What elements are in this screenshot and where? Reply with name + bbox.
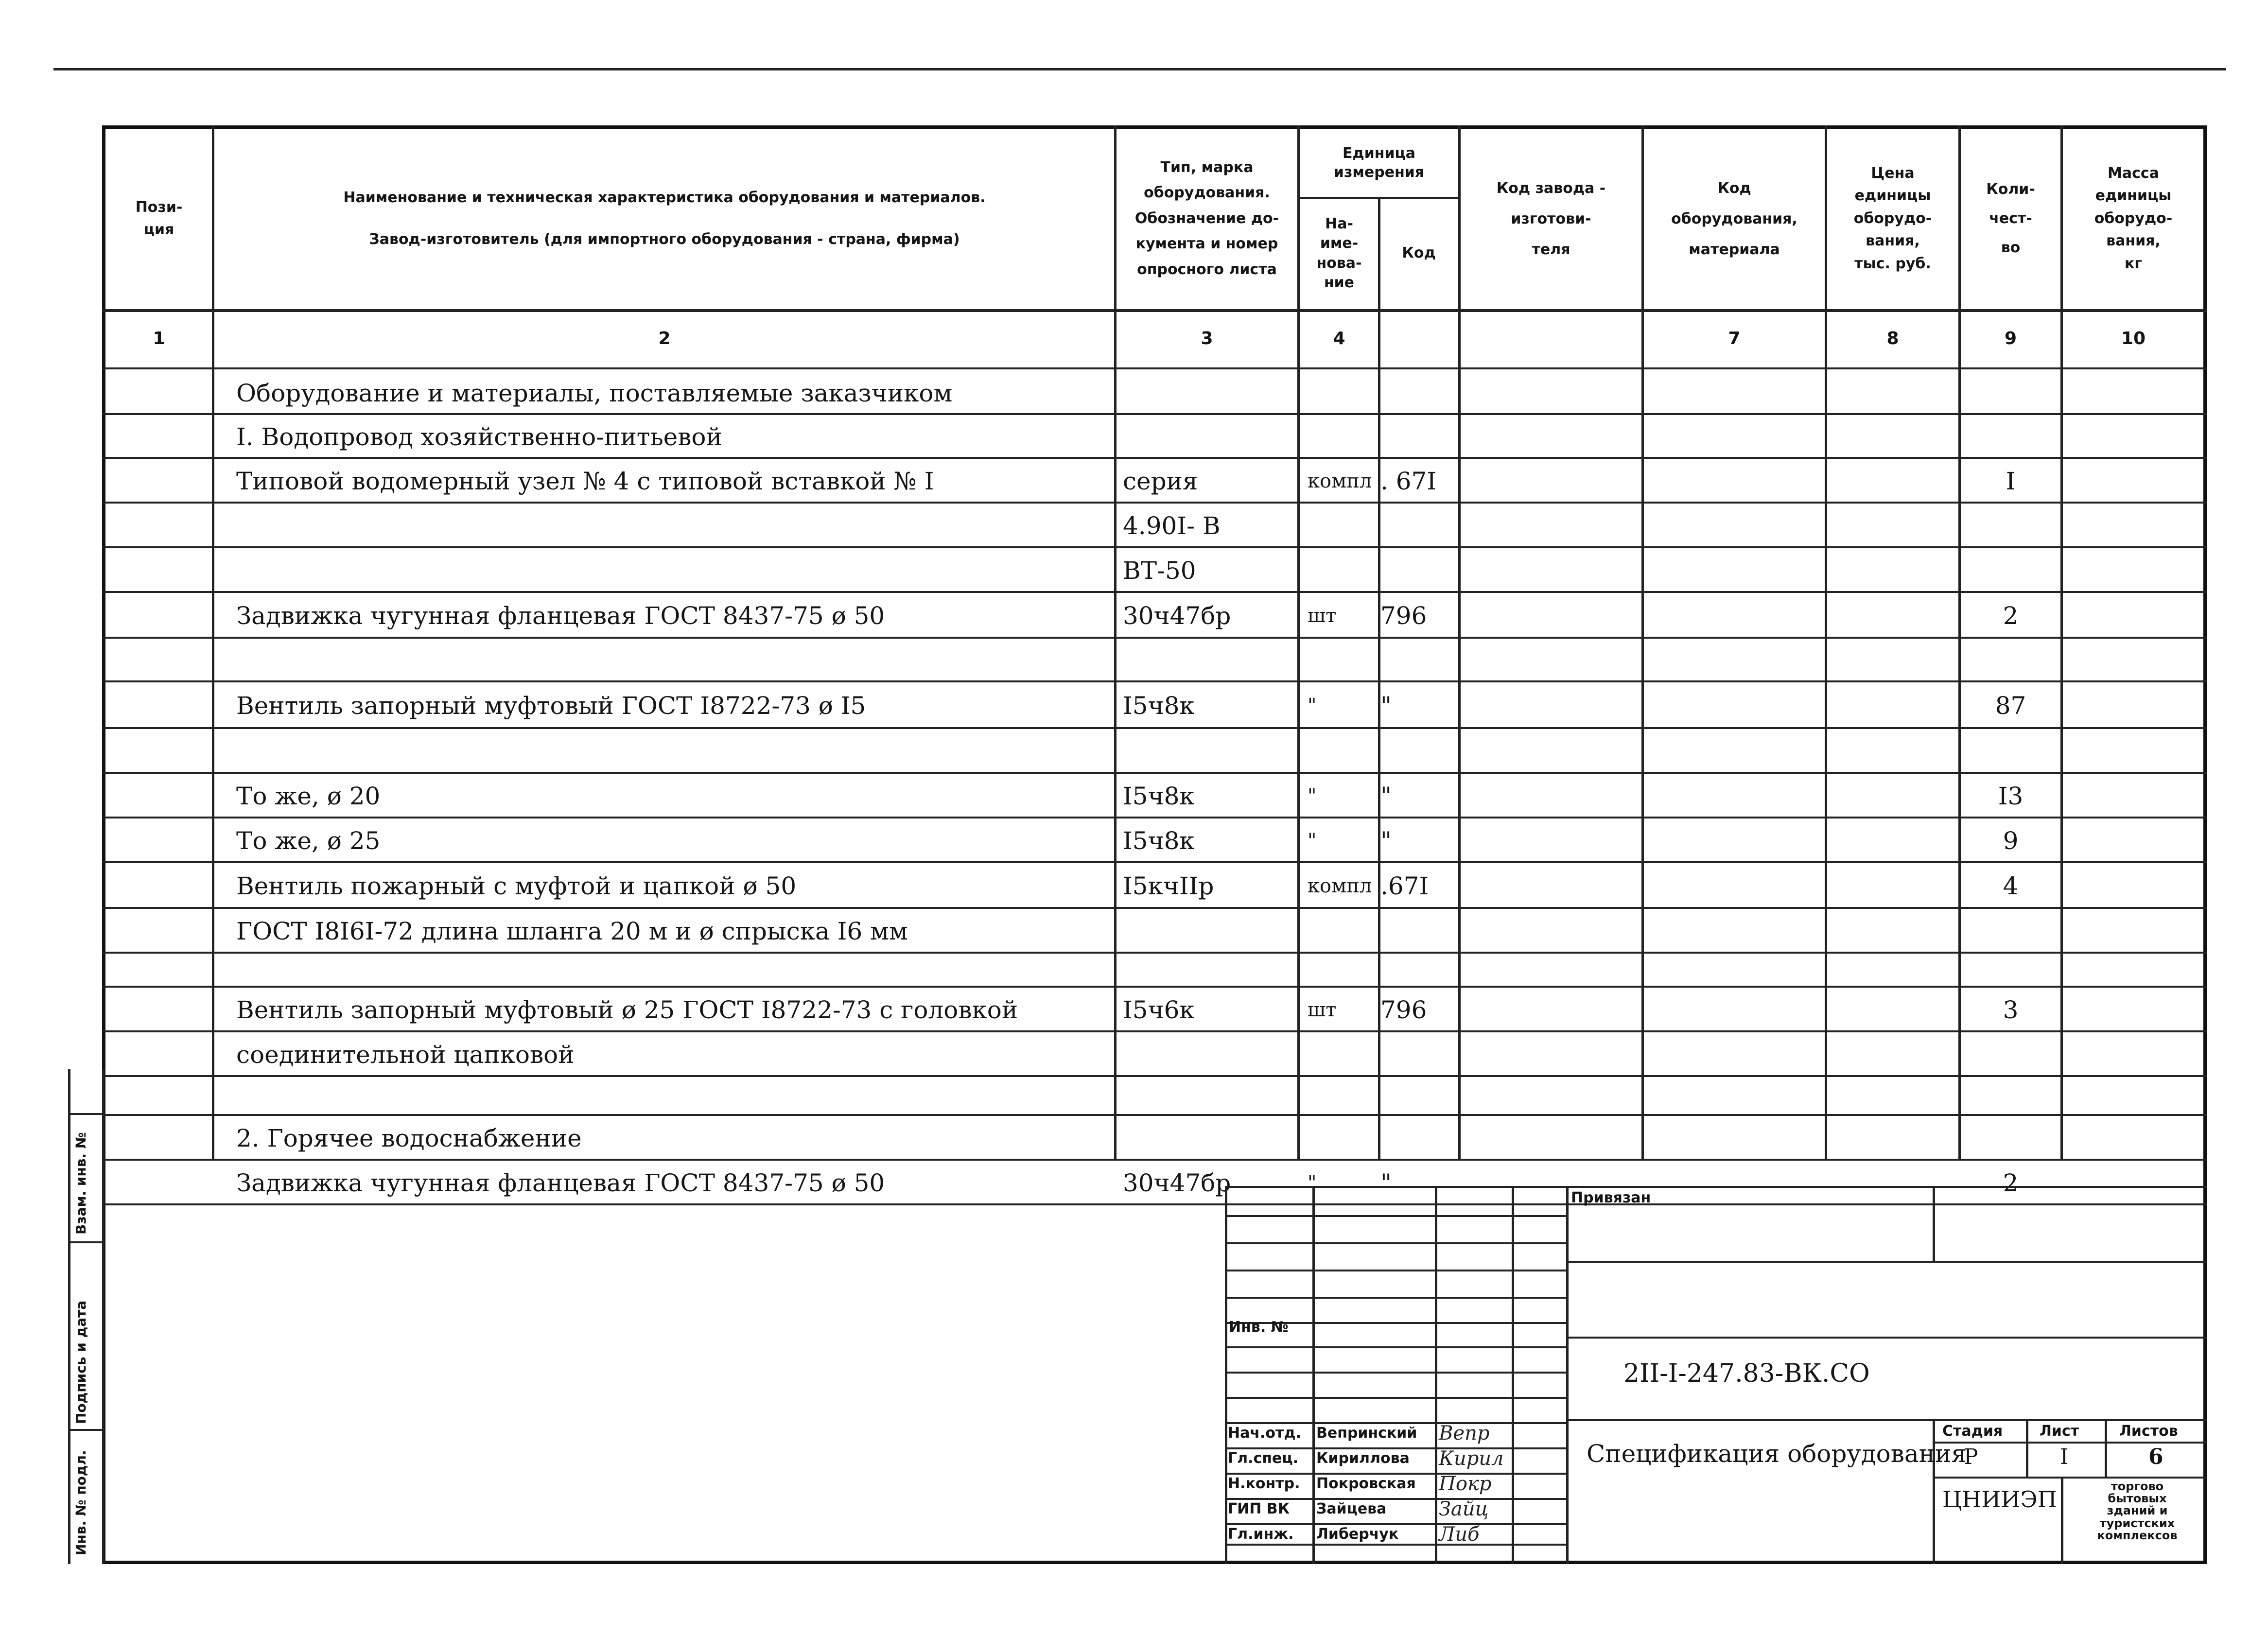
row-name: соединительной цапковой [236, 1041, 575, 1069]
side-label-signature-date: Подпись и дата [73, 1300, 89, 1424]
row-unit-code: .67I [1380, 872, 1429, 900]
row-name: То же, ø 25 [236, 827, 381, 855]
stamp-row-4 [1225, 1297, 1566, 1299]
row-type: I5кчIIр [1123, 872, 1214, 900]
header-unit-name: На- име- нова- ние [1316, 215, 1362, 291]
stamp-row-1 [1225, 1215, 1566, 1217]
row-unit-name: " [1308, 695, 1317, 717]
col-divider-6 [1641, 125, 1644, 1161]
stamp-document-title: Спецификация оборудования [1587, 1440, 1967, 1468]
colnum-4: 4 [1333, 329, 1345, 348]
row-type: I5ч8к [1123, 692, 1195, 720]
stamp-stage-value: Р [1964, 1445, 1978, 1469]
header-equipment-code: Код оборудования, материала [1671, 179, 1797, 258]
stamp-stage-label-line [1933, 1442, 2207, 1444]
stamp-person-signature: Кирил [1439, 1447, 1504, 1470]
row-type: I5ч6к [1123, 996, 1195, 1024]
stamp-org-divider [2061, 1477, 2063, 1564]
row-unit-name: компл [1308, 470, 1372, 492]
table-row-divider [102, 861, 2207, 863]
row-unit-code: " [1380, 1169, 1392, 1197]
row-name: Вентиль запорный муфтовый ГОСТ I8722-73 ø I5 [236, 692, 866, 720]
colnum-2: 2 [658, 329, 671, 348]
stamp-person-signature: Либ [1439, 1523, 1480, 1546]
stamp-stage-divider [2026, 1419, 2028, 1477]
row-unit-name: " [1308, 785, 1317, 807]
stamp-person-signature: Зайц [1439, 1498, 1489, 1520]
row-name: ГОСТ I8I6I-72 длина шланга 20 м и ø спрыска I6 мм [236, 917, 908, 945]
stamp-row-6 [1225, 1346, 1566, 1348]
stamp-person-role: Гл.инж. [1228, 1526, 1294, 1543]
stamp-row-14 [1225, 1544, 1566, 1546]
stamp-person-name: Зайцева [1316, 1500, 1387, 1517]
row-quantity: 2 [2003, 602, 2019, 630]
stamp-sheet-divider [2105, 1419, 2107, 1477]
header-type: Тип, марка оборудования. Обозначение до- кумента и номер опросного листа [1134, 158, 1279, 278]
row-type: 30ч47бр [1123, 1169, 1231, 1197]
side-strip-line-1 [68, 1113, 105, 1115]
table-row-divider [102, 986, 2207, 988]
stamp-person-name: Кириллова [1316, 1450, 1410, 1467]
row-quantity: 2 [2003, 1169, 2019, 1197]
row-name: Типовой водомерный узел № 4 с типовой вставкой № I [236, 467, 934, 495]
stamp-right-row-2 [1566, 1337, 2207, 1339]
stamp-person-role: Нач.отд. [1228, 1425, 1301, 1442]
stamp-stage-label: Стадия [1942, 1423, 2003, 1440]
row-unit-name: " [1308, 1172, 1317, 1194]
table-row-divider [102, 1114, 2207, 1116]
side-strip-line-2 [68, 1241, 105, 1243]
header-bottom-line [102, 309, 2207, 312]
header-name-line1: Наименование и техническая характеристика оборудования и материалов. [343, 189, 986, 206]
stamp-row-3 [1225, 1270, 1566, 1271]
row-quantity: 4 [2003, 872, 2019, 900]
row-unit-code: 796 [1380, 996, 1427, 1024]
stamp-document-code: 2II-I-247.83-ВК.СО [1623, 1359, 1870, 1388]
header-unit-group: Единица измерения [1333, 145, 1425, 181]
row-quantity: 9 [2003, 827, 2019, 855]
stamp-person-signature: Вепр [1439, 1422, 1490, 1445]
table-row-divider [102, 952, 2207, 954]
table-row-divider [102, 413, 2207, 415]
stamp-row-7 [1225, 1372, 1566, 1374]
header-name-line2: Завод-изготовитель (для импортного оборудования - страна, фирма) [369, 231, 960, 248]
row-name: 2. Горячее водоснабжение [236, 1124, 582, 1152]
row-name: Оборудование и материалы, поставляемые заказчиком [236, 379, 953, 407]
col-divider-5 [1458, 125, 1461, 1161]
table-row-divider [102, 546, 2207, 548]
header-unit-code: Код [1402, 244, 1436, 262]
stamp-row-13 [1225, 1523, 1566, 1525]
colnum-9: 9 [2004, 329, 2017, 348]
stamp-top-line [1225, 1186, 2207, 1188]
table-row-divider [102, 1030, 2207, 1032]
header-unit-price: Цена единицы оборудо- вания, тыс. руб. [1853, 164, 1932, 272]
col-divider-7 [1825, 125, 1827, 1161]
row-type: 30ч47бр [1123, 602, 1231, 630]
stamp-row-12 [1225, 1498, 1566, 1500]
stamp-sheets-value: 6 [2148, 1445, 2163, 1469]
row-unit-code: 796 [1380, 602, 1427, 630]
colnum-7: 7 [1728, 329, 1741, 348]
table-row-divider [102, 637, 2207, 639]
side-strip-inner [102, 1069, 105, 1564]
stamp-person-name: Либерчук [1316, 1526, 1399, 1543]
row-unit-name: компл [1308, 875, 1372, 897]
row-type: I5ч8к [1123, 827, 1195, 855]
stamp-col-d [1566, 1186, 1569, 1564]
row-name: I. Водопровод хозяйственно-питьевой [236, 423, 722, 451]
top-border-line [53, 68, 2226, 70]
table-row-divider [102, 1203, 2207, 1205]
stamp-row-2 [1225, 1242, 1566, 1244]
side-strip-outer [68, 1069, 70, 1564]
stamp-row-10 [1225, 1447, 1566, 1449]
row-quantity: I3 [1998, 782, 2024, 810]
table-row-divider [102, 772, 2207, 774]
colnum-10: 10 [2121, 329, 2146, 348]
colnum-1: 1 [153, 329, 165, 348]
colnum-bottom-line [102, 367, 2207, 369]
table-row-divider [102, 457, 2207, 459]
row-unit-code: " [1380, 827, 1392, 855]
table-row-divider [102, 502, 2207, 504]
row-name: Вентиль пожарный с муфтой и цапкой ø 50 [236, 872, 797, 900]
table-row-divider [102, 817, 2207, 818]
row-unit-code: " [1380, 782, 1392, 810]
stamp-privyazan-label: Привязан [1571, 1189, 1651, 1206]
row-type: серия [1123, 467, 1198, 495]
stamp-right-row-1 [1566, 1261, 2207, 1263]
col-divider-1 [212, 125, 214, 1161]
table-row-divider [102, 727, 2207, 729]
stamp-row-8 [1225, 1397, 1566, 1399]
stamp-row-9 [1225, 1422, 1566, 1424]
row-type: I5ч8к [1123, 782, 1195, 810]
table-row-divider [102, 907, 2207, 909]
stamp-inv-label: Инв. № [1229, 1319, 1289, 1336]
stamp-person-name: Вепринский [1316, 1425, 1417, 1442]
stamp-person-role: Н.контр. [1228, 1475, 1300, 1492]
stamp-person-name: Покровская [1316, 1475, 1416, 1492]
row-unit-code: . 67I [1380, 467, 1437, 495]
stamp-person-role: Гл.спец. [1228, 1450, 1298, 1467]
row-unit-name: " [1308, 830, 1317, 852]
stamp-person-role: ГИП ВК [1228, 1500, 1290, 1517]
row-name: Задвижка чугунная фланцевая ГОСТ 8437-75 ø 50 [236, 1169, 885, 1197]
header-quantity: Коли- чест- во [1986, 181, 2035, 256]
stamp-privyazan-divider [1933, 1186, 1935, 1261]
stamp-sheet-label: Лист [2040, 1423, 2079, 1440]
row-unit-name: шт [1308, 999, 1337, 1021]
stamp-sheets-label: Листов [2119, 1423, 2178, 1440]
row-name: Задвижка чугунная фланцевая ГОСТ 8437-75 ø 50 [236, 602, 885, 630]
row-unit-code: " [1380, 692, 1392, 720]
row-unit-name: шт [1308, 605, 1337, 627]
row-type: 4.90I- В [1123, 512, 1221, 540]
stamp-right-row-3 [1566, 1419, 2207, 1421]
colnum-8: 8 [1886, 329, 1899, 348]
table-row-divider [102, 1075, 2207, 1077]
row-type: ВТ-50 [1123, 557, 1196, 585]
colnum-3: 3 [1201, 329, 1213, 348]
header-name [215, 129, 1114, 309]
stamp-sheet-value: I [2060, 1445, 2069, 1469]
row-quantity: I [2006, 467, 2016, 495]
table-row-divider [102, 1159, 2207, 1161]
row-name: Вентиль запорный муфтовый ø 25 ГОСТ I8722-73 с головкой [236, 996, 1018, 1024]
side-label-inv-podl: Инв. № подл. [73, 1450, 89, 1555]
col-divider-9 [2060, 125, 2063, 1161]
col-divider-3 [1297, 125, 1300, 1161]
header-plant-code: Код завода - изготови- теля [1496, 179, 1606, 258]
col-divider-2 [1114, 125, 1117, 1161]
stamp-row-11 [1225, 1473, 1566, 1475]
row-quantity: 87 [1995, 692, 2026, 720]
side-strip-line-3 [68, 1429, 105, 1431]
table-row-divider [102, 591, 2207, 593]
header-position: Пози- ция [135, 198, 183, 238]
row-quantity: 3 [2003, 996, 2019, 1024]
stamp-stage-value-line [1933, 1477, 2207, 1479]
side-label-vzam-inv: Взам. инв. № [73, 1132, 89, 1235]
row-name: То же, ø 20 [236, 782, 381, 810]
stamp-person-signature: Покр [1439, 1473, 1492, 1495]
stamp-organization-sub: торгово бытовых зданий и туристских комплексов [2097, 1479, 2178, 1542]
stamp-organization: ЦНИИЭП [1942, 1486, 2057, 1513]
table-row-divider [102, 680, 2207, 682]
header-mass: Масса единицы оборудо- вания, кг [2094, 164, 2173, 272]
